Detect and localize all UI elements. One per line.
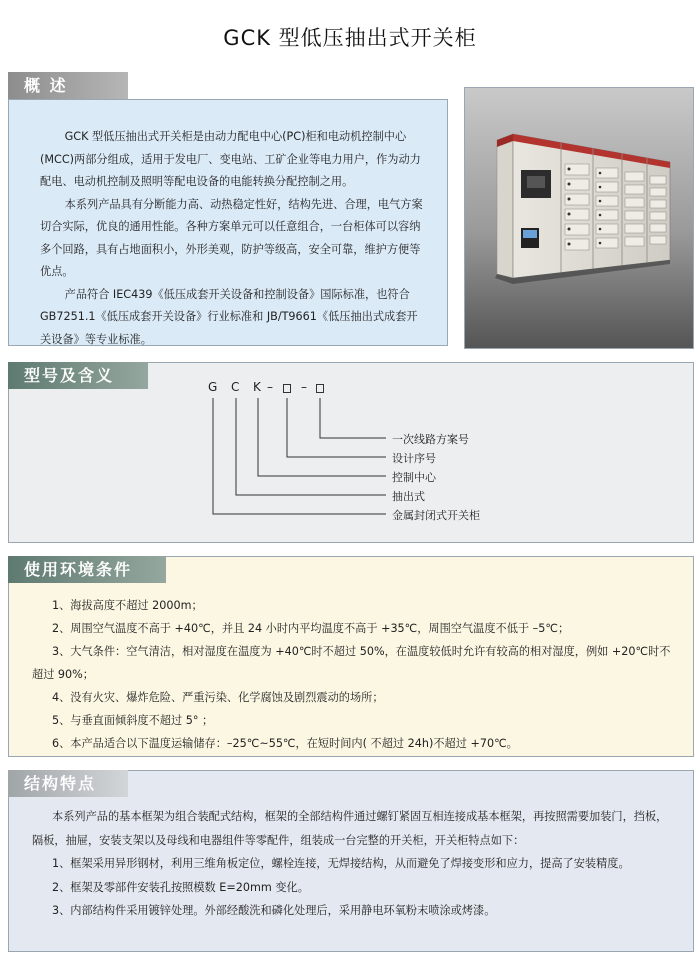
environment-item: 3、大气条件：空气清洁，相对湿度在温度为 +40℃时不超过 50%，在温度较低时允许有较高的相对湿度，例如 +20℃时不超过 90%； (32, 645, 671, 681)
label-control-center: 控制中心 (392, 471, 436, 484)
page-title: GCK 型低压抽出式开关柜 (223, 26, 477, 50)
environment-item: 5、与垂直面倾斜度不超过 5° ； (52, 714, 214, 727)
structure-item: 1、框架采用异形钢材，利用三维角板定位，螺栓连接，无焊接结构，从而避免了焊接变形和应力，提高了安装精度。 (52, 857, 630, 870)
environment-item: 1、海拔高度不超过 2000m； (52, 599, 203, 612)
code-letter-c: C (231, 380, 240, 394)
environment-item: 2、周围空气温度不高于 +40℃，并且 24 小时内平均温度不高于 +35℃，周围空气温度不低于 –5℃； (52, 622, 570, 635)
structure-text (32, 805, 677, 923)
environment-item: 4、没有火灾、爆炸危险、严重污染、化学腐蚀及剧烈震动的场所； (52, 691, 384, 704)
code-dash-1: – (267, 380, 273, 394)
code-dash-2: – (301, 380, 307, 394)
label-metal-enclosed: 金属封闭式开关柜 (392, 509, 480, 522)
overview-paragraph-1: GCK 型低压抽出式开关柜是由动力配电中心(PC)柜和电动机控制中心(MCC)两部分组成，适用于发电厂、变电站、工矿企业等电力用户，作为动力配电、电动机控制及照明等配电设备的电能转换分配控制之用。 (40, 130, 421, 188)
structure-item: 3、内部结构件采用镀锌处理。外部经酸洗和磷化处理后，采用静电环氧粉末喷涂或烤漆。 (52, 904, 496, 917)
structure-intro: 本系列产品的基本框架为组合装配式结构，框架的全部结构件通过螺钉紧固互相连接成基本框架，再按照需要加装门，挡板，隔板，抽屉，安装支架以及母线和电器组件等零配件，组装成一台完整的开关柜，开关柜特点如下： (32, 810, 668, 847)
structure-tab: 结构特点 (8, 770, 128, 797)
overview-tab: 概 述 (8, 72, 128, 99)
code-letter-k: K (253, 380, 261, 394)
overview-paragraph-3: 产品符合 IEC439《低压成套开关设备和控制设备》国际标准，也符合 GB7251.1《低压成套开关设备》行业标准和 JB/T9661《低压抽出式成套开关设备》等专业标准。 (40, 287, 418, 346)
environment-tab: 使用环境条件 (8, 556, 166, 583)
label-design-serial: 设计序号 (392, 452, 436, 465)
model-tab: 型号及含义 (8, 362, 148, 389)
overview-paragraph-2: 本系列产品具有分断能力高、动热稳定性好，结构先进、合理，电气方案切合实际，优良的通用性能。各种方案单元可以任意组合，一台柜体可以容纳多个回路，具有占地面积小，外形美观，防护等级高，安全可靠，维护方便等优点。 (40, 197, 423, 278)
label-withdrawable: 抽出式 (392, 490, 425, 503)
environment-item: 6、本产品适合以下温度运输储存：–25℃~55℃，在短时间内( 不超过 24h)不超过 +70℃。 (52, 737, 518, 750)
code-letter-g: G (208, 380, 218, 394)
label-scheme-number: 一次线路方案号 (392, 433, 469, 446)
environment-list (32, 594, 672, 755)
structure-item: 2、框架及零部件安装孔按照模数 E=20mm 变化。 (52, 880, 309, 894)
